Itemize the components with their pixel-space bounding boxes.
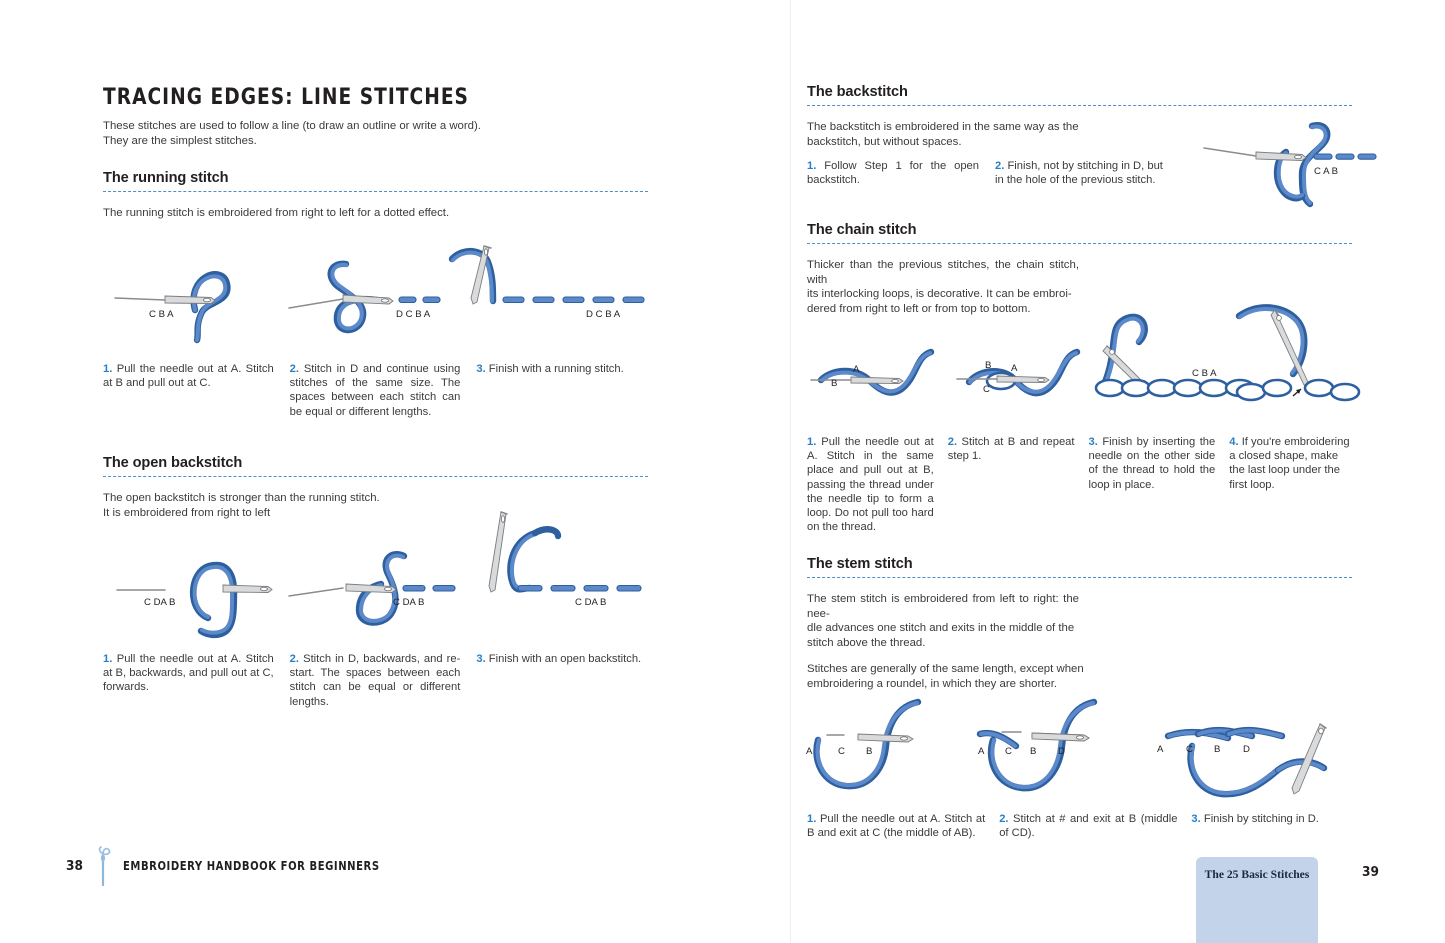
running-stitch-diagrams [103,240,663,345]
step-text: Pull the needle out at A. Stitch at B and pull out at C. [103,363,274,390]
open-backstitch-figure-3 [489,512,641,608]
chain-stitch-figure-4 [1237,307,1359,400]
running-stitch-figure-2 [289,264,440,330]
stem-stitch-body2-line1: Stitches are generally of the same length, except when [807,663,1084,676]
figure-label-openback-2: C DA B [393,597,425,608]
step-text: Finish by stitching in D. [1203,813,1319,825]
chapter-intro [103,119,663,148]
page-number-left: 38 [66,858,83,874]
step-item [807,435,948,534]
running-stitch-steps [103,362,651,419]
step-item [1229,435,1355,534]
step-number: 1. [103,363,113,375]
figure-label-chain-cba: C B A [1192,368,1217,379]
figure-label-running-1: C B A [149,309,174,320]
section-heading-stem-stitch: The stem stitch [807,556,913,572]
figure-label-backstitch-1: C A B [1314,166,1338,177]
step-text: Stitch in D, backwards, and re-start. The spaces between each stitch can be equal or different lengths. [289,653,461,708]
figure-label-stem-c1: C [838,746,845,757]
step-item [103,652,290,709]
step-item [290,652,477,709]
step-number: 2. [947,436,958,448]
chain-stitch-figure-1 [811,352,931,393]
figure-label-stem-a2: A [978,746,985,757]
figure-label-openback-3: C DA B [575,597,607,608]
step-text: Finish with a running stitch. [488,363,624,375]
step-text: Pull the needle out at A. Stitch at B and exit at C (the middle of AB). [807,813,986,840]
step-item [476,362,651,419]
step-number: 3. [476,363,486,375]
chain-stitch-body-line1: Thicker than the previous stitches, the chain stitch, with [807,259,1079,286]
step-number: 4. [1229,436,1239,448]
backstitch-steps [807,159,1177,187]
stem-stitch-body2-line2: embroidering a roundel, in which they are shorter. [807,677,1058,690]
open-backstitch-body-line1: The open backstitch is stronger than the running stitch. [103,492,380,504]
stem-stitch-body-line1: The stem stitch is embroidered from left to right: the nee- [807,593,1079,620]
section-heading-chain-stitch: The chain stitch [807,222,917,238]
chain-stitch-steps [807,435,1355,534]
step-item [1089,435,1230,534]
chain-stitch-body-line2: its interlocking loops, is decorative. It can be embroi- [807,288,1072,301]
running-stitch-figure-group [103,240,663,345]
chain-stitch-figure-group [807,240,1367,420]
step-text: Pull the needle out at A. Stitch at B, backwards, and pull out at C, forwards. [103,653,274,694]
backstitch-diagrams [1190,112,1430,212]
backstitch-body-line2: backstitch, but without spaces. [807,135,962,148]
page-title: TRACING EDGES: LINE STITCHES [103,84,469,110]
figure-label-running-3: D C B A [586,309,621,320]
figure-label-stem-a1: A [806,746,813,757]
open-backstitch-steps [103,652,651,709]
section-rule [103,191,648,192]
chain-stitch-figure-3 [1096,317,1254,396]
figure-label-openback-1: C DA B [144,597,176,608]
page-number-right: 39 [1362,864,1379,880]
section-heading-running-stitch: The running stitch [103,170,229,186]
step-number: 3. [1191,813,1201,825]
step-number: 2. [999,813,1009,825]
figure-label-stem-b1: B [866,746,873,757]
running-stitch-body: The running stitch is embroidered from right to left for a dotted effect. [103,207,450,219]
open-backstitch-figure-group [103,500,663,645]
backstitch-body-line1: The backstitch is embroidered in the same way as the [807,121,1079,133]
figure-label-chain-b: B [831,378,838,389]
running-stitch-figure-1 [115,274,227,340]
step-number: 1. [807,436,817,448]
step-number: 2. [289,653,300,665]
step-text: Finish, not by stitching in D, but in the hole of the previous stitch. [995,160,1163,187]
step-number: 2. [289,363,300,375]
section-tab [1196,857,1318,943]
running-stitch-figure-3 [452,246,644,320]
open-backstitch-diagrams [103,500,663,645]
stem-stitch-body2 [807,662,1087,691]
step-text: If you're embroidering a closed shape, make the last loop under the first loop. [1229,436,1350,491]
step-item [807,812,999,840]
step-item [1191,812,1355,840]
figure-label-chain-a: A [853,364,860,375]
step-item [476,652,651,709]
step-number: 3. [1088,436,1098,448]
chain-stitch-diagrams [807,240,1367,420]
stem-stitch-figure-2 [978,702,1094,788]
figure-label-stem-c3: C [1186,744,1193,755]
figure-label-chain-a2: A [1011,363,1018,374]
stem-stitch-body-line3: stitch above the thread. [807,636,926,649]
figure-label-stem-b2: B [1030,746,1037,757]
section-rule [103,476,648,477]
stem-stitch-steps [807,812,1355,840]
left-page-footer [66,845,399,887]
step-number: 2. [995,160,1005,172]
open-backstitch-figure-1 [117,565,272,635]
figure-label-chain-c: C [983,384,990,395]
step-text: Finish with an open backstitch. [488,653,642,665]
step-item [948,435,1089,534]
section-heading-backstitch: The backstitch [807,84,908,100]
step-item [807,159,995,187]
book-title: EMBROIDERY HANDBOOK FOR BEGINNERS [122,859,380,873]
step-text: Pull the needle out at A. Stitch in the same place and pull out at B, passing the thread under the needle tip to form a loop. Do not pull too hard on the thread. [807,436,934,534]
backstitch-figure-1 [1190,112,1430,212]
backstitch-body [807,120,1087,149]
chapter-intro-line1: These stitches are used to follow a line (to draw an outline or write a word). [103,120,481,132]
section-rule [807,105,1352,106]
chain-stitch-body-line3: dered from right to left or from top to bottom. [807,302,1031,315]
figure-label-stem-c2: C [1005,746,1012,757]
step-text: Stitch in D and continue using stitches of the same size. The spaces between each stitch can be equal or different lengths. [289,363,461,418]
step-number: 1. [807,160,817,172]
step-text: Follow Step 1 for the open backstitch. [807,160,979,187]
chain-stitch-figure-2 [957,352,1077,395]
stem-stitch-figure-1 [806,702,918,786]
figure-label-chain-b2: B [985,360,992,371]
figure-label-stem-b3: B [1214,744,1221,755]
step-item [290,362,477,419]
stem-stitch-diagrams [800,690,1370,810]
step-number: 1. [807,813,817,825]
open-backstitch-figure-2 [289,554,455,622]
step-number: 3. [476,653,486,665]
stem-stitch-figure-group [800,690,1370,810]
step-text: Stitch at B and repeat step 1. [947,436,1075,463]
stem-stitch-figure-3 [1157,724,1326,794]
step-item [103,362,290,419]
step-text: Finish by inserting the needle on the other side of the thread to hold the loop in place. [1088,436,1216,491]
stem-stitch-body [807,592,1079,650]
section-tab-label: The 25 Basic Stitches [1204,868,1310,881]
right-page [790,0,1445,943]
step-text: Stitch at # and exit at B (middle of CD). [999,813,1178,840]
stem-stitch-body-line2: dle advances one stitch and exits in the middle of the [807,622,1075,635]
step-item [995,159,1173,187]
figure-label-stem-a3: A [1157,744,1164,755]
needle-and-thread-icon [92,845,114,887]
section-rule [807,577,1352,578]
figure-label-stem-d3: D [1243,744,1250,755]
step-item [999,812,1191,840]
open-backstitch-body-line2: It is embroidered from right to left [103,506,271,519]
chapter-intro-line2: They are the simplest stitches. [103,134,257,147]
section-heading-open-backstitch: The open backstitch [103,455,243,471]
figure-label-running-2: D C B A [396,309,431,320]
figure-label-stem-d2: D [1058,746,1065,757]
step-number: 1. [103,653,113,665]
